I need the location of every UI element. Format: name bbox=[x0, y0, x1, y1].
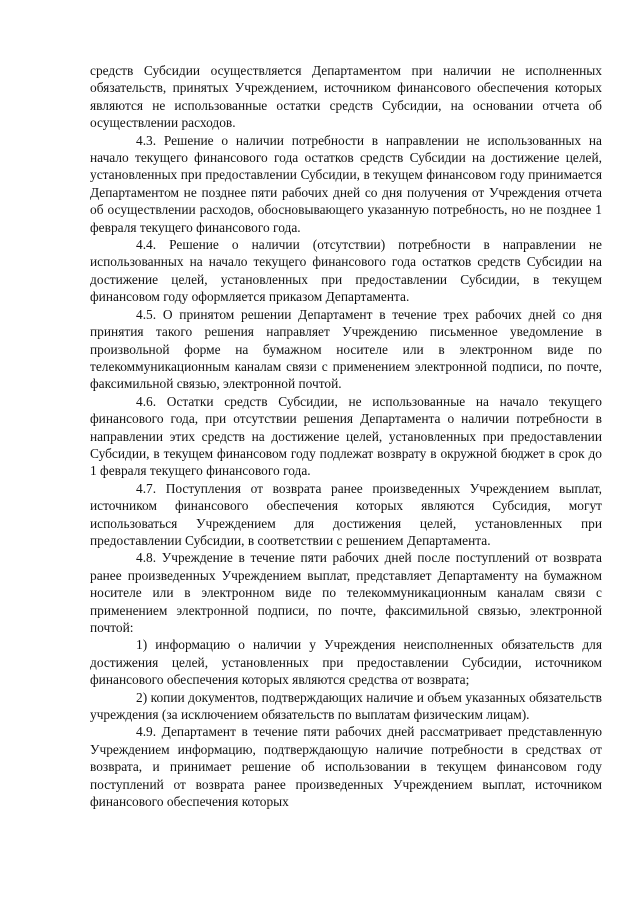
paragraph-4-6: 4.6. Остатки средств Субсидии, не использованные на начало текущего финансового года, при отсутствии решения Департамента о наличии потребности в направлении этих средств на достижение целей, установленных при предоставлении Субсидии, в текущем финансовом году подлежат возврату в окружной бюджет в срок до 1 февраля текущего финансового года. bbox=[90, 393, 602, 479]
paragraph-4-7: 4.7. Поступления от возврата ранее произведенных Учреждением выплат, источником финансового обеспечения которых являются Субсидия, могут использоваться Учреждением для достижения целей, установленных при предоставлении Субсидии, в соответствии с решением Департамента. bbox=[90, 480, 602, 548]
list-item-1: 1) информацию о наличии у Учреждения неисполненных обязательств для достижения целей, установленных при предоставлении Субсидии, источником финансового обеспечения которых являются средства от возврата; bbox=[90, 637, 602, 688]
paragraph-4-4: 4.4. Решение о наличии (отсутствии) потребности в направлении не использованных на начало текущего финансового года остатков средств Субсидии на достижение целей, установленных при предоставлении Субсидии, в текущем финансовом году оформляется приказом Департамента. bbox=[90, 237, 602, 305]
paragraph-4-5: 4.5. О принятом решении Департамент в течение трех рабочих дней со дня принятия такого решения направляет Учреждению письменное уведомление в произвольной форме на бумажном носителе или в электронном виде по телекоммуникационным каналам связи с применением электронной подписи, по почте, факсимильной связью, электронной почтой. bbox=[90, 306, 602, 392]
paragraph-4-3: 4.3. Решение о наличии потребности в направлении не использованных на начало текущего финансового года остатков средств Субсидии на достижение целей, установленных при предоставлении Субсидии, в текущем финансовом году принимается Департаментом не позднее пяти рабочих дней со дня получения от Учреждения отчета об осуществлении расходов, обосновывающего указанную потребность, но не позднее 1 февраля текущего финансового года. bbox=[90, 132, 602, 235]
paragraph-4-9: 4.9. Департамент в течение пяти рабочих дней рассматривает представленную Учреждением информацию, подтверждающую наличие потребности в средствах от возврата, и принимает решение об использовании в текущем финансовом году поступлений от возврата ранее произведенных Учреждением выплат, источником финансового обеспечения которых bbox=[90, 724, 602, 810]
paragraph-continuation: средств Субсидии осуществляется Департаментом при наличии не исполненных обязательств, принятых Учреждением, источником финансового обеспечения которых являются не использованные остатки средств Субсидии, на основании отчета об осуществлении расходов. bbox=[90, 63, 602, 131]
list-item-2: 2) копии документов, подтверждающих наличие и объем указанных обязательств учреждения (за исключением обязательств по выплатам физическим лицам). bbox=[90, 689, 602, 723]
paragraph-4-8: 4.8. Учреждение в течение пяти рабочих дней после поступлений от возврата ранее произведенных Учреждением выплат, представляет Департаменту на бумажном носителе или в электронном виде по телекоммуникационным каналам связи с применением электронной подписи, по почте, факсимильной связью, электронной почтой: bbox=[90, 550, 602, 635]
